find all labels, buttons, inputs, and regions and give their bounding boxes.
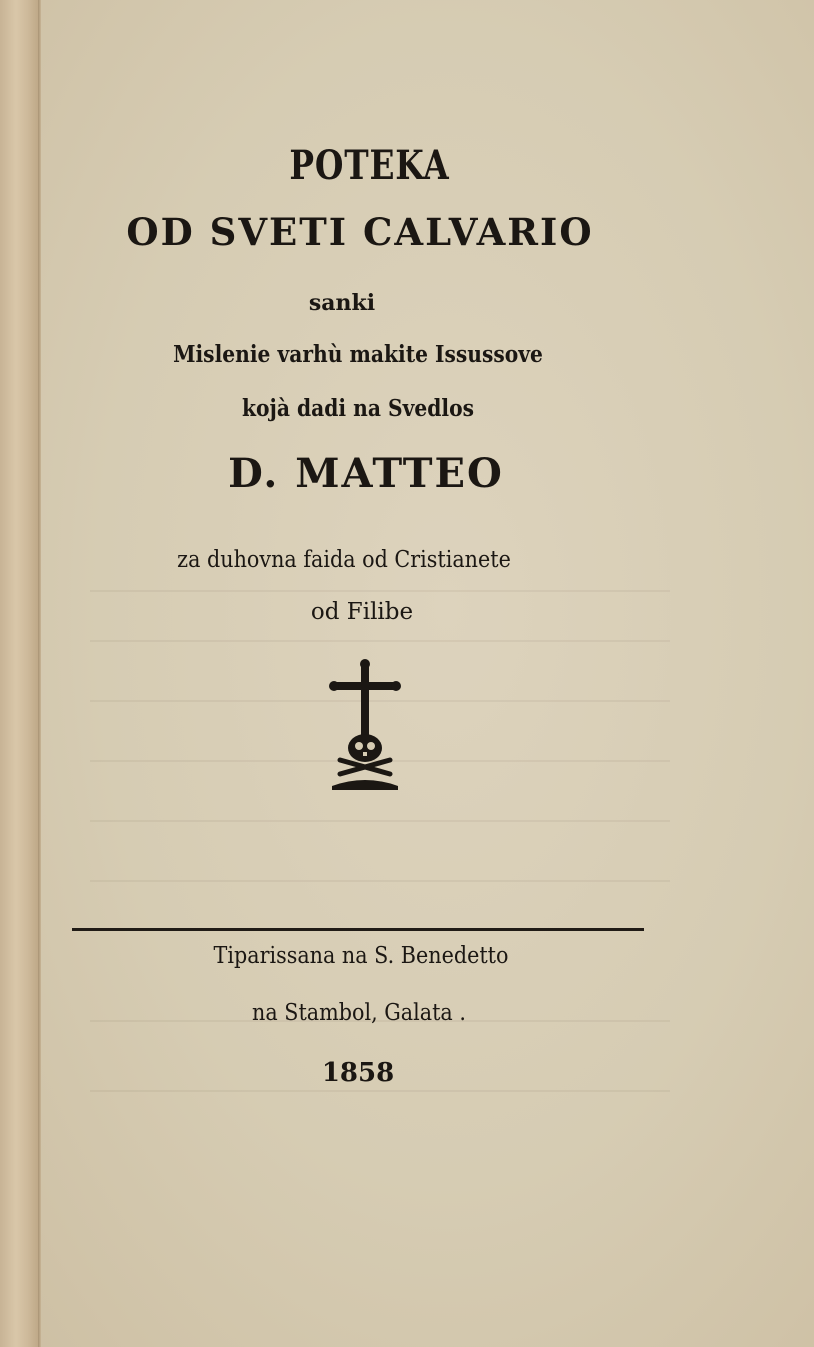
author-name: D. MATTEO: [228, 450, 504, 497]
connector-text: sanki: [308, 290, 376, 316]
publication-year: 1858: [321, 1058, 395, 1088]
bleed-through-line: [90, 820, 670, 822]
purpose-line-1: za duhovna faida od Cristianete: [177, 547, 511, 573]
description-line-2: kojà dadi na Svedlos: [241, 395, 475, 422]
cross-on-skull-icon: [326, 656, 404, 796]
printing-place: na Stambol, Galata .: [252, 1000, 466, 1026]
page-gutter: [38, 0, 41, 1347]
book-title: POTEKA: [289, 142, 450, 189]
bleed-through-line: [90, 590, 670, 592]
printer-name: Tiparissana na S. Benedetto: [213, 943, 509, 969]
book-subtitle: OD SVETI CALVARIO: [126, 210, 594, 254]
book-spine-edge: [0, 0, 40, 1347]
bleed-through-line: [90, 1090, 670, 1092]
purpose-line-2: od Filibe: [310, 599, 414, 625]
description-line-1: Mislenie varhù makite Issussove: [173, 341, 543, 368]
bleed-through-line: [90, 640, 670, 642]
bleed-through-line: [90, 880, 670, 882]
horizontal-rule: [72, 928, 644, 931]
